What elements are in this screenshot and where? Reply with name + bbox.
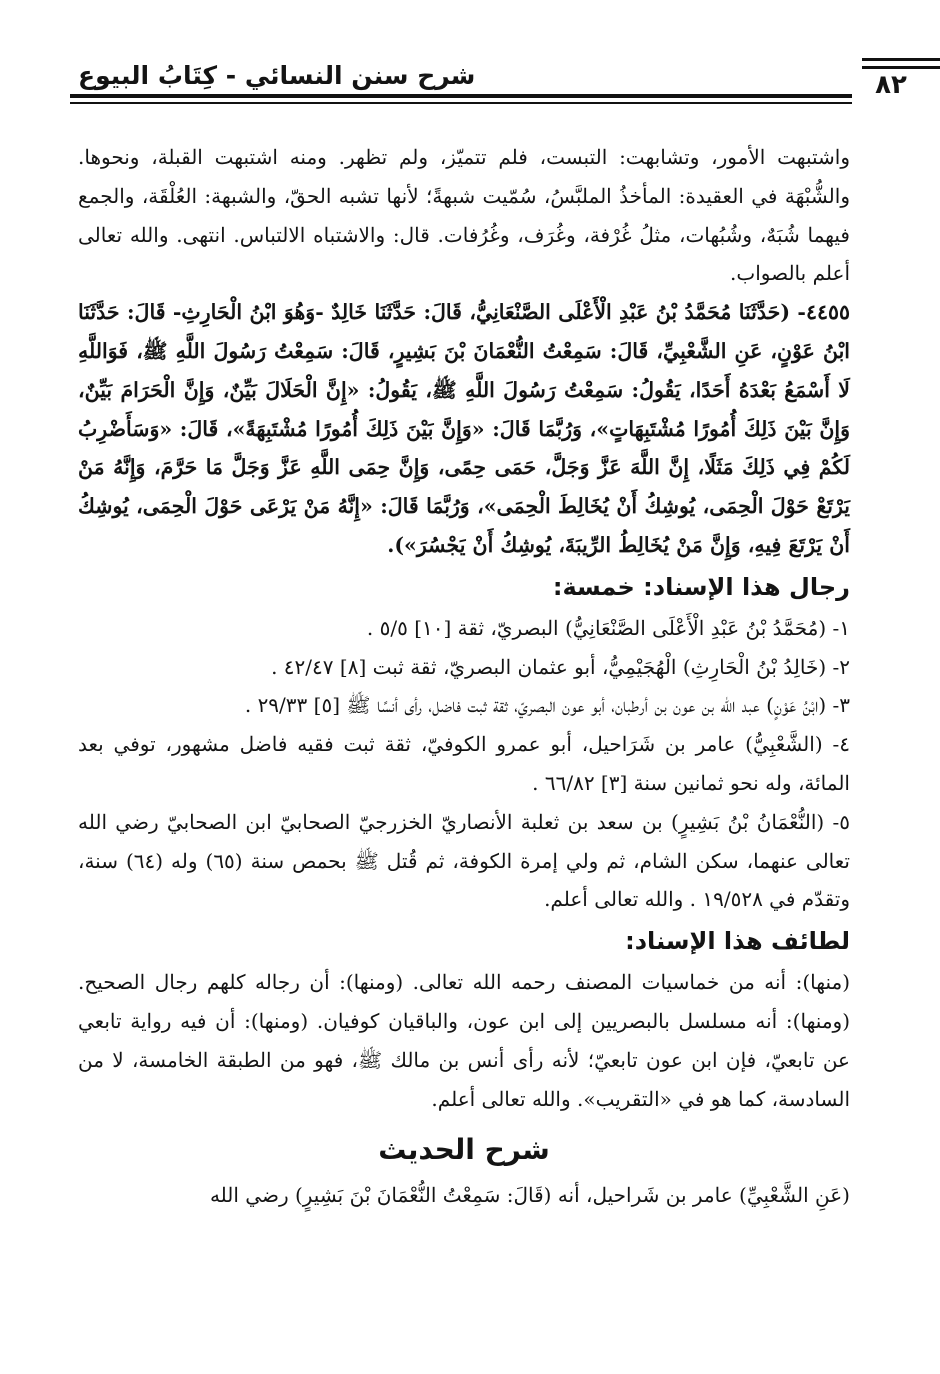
page-number-rule (862, 58, 940, 61)
narrator-item: ٢- (خَالِدُ بْنُ الْحَارِثِ) الْهُجَيْمِيُّ، أبو عثمان البصريّ، ثقة ثبت [٨] ٤٢/٤٧ . (271, 654, 850, 679)
hadith-text: ٤٤٥٥- (حَدَّثَنَا مُحَمَّدُ بْنُ عَبْدِ الْأَعْلَى الصَّنْعَانِيُّ، قَالَ: حَدَّثَنَا خَالِدٌ -وَهُوَ ابْنُ الْحَارِثِ- قَالَ: حَدَّثَنَا ابْنُ عَوْنٍ، عَنِ الشَّعْبِيِّ، قَالَ: سَمِعْتُ النُّعْمَانَ بْنَ بَشِيرٍ، قَالَ: سَمِعْتُ رَسُولَ اللَّهِ ﷺ، فَوَاللَّهِ لَا أَسْمَعُ بَعْدَهُ أَحَدًا، يَقُولُ: سَمِعْتُ رَسُولَ اللَّهِ ﷺ، يَقُولُ: «إِنَّ الْحَلَالَ بَيِّنٌ، وَإِنَّ الْحَرَامَ بَيِّنٌ، وَإِنَّ بَيْنَ ذَلِكَ أُمُورًا مُشْتَبِهَاتٍ»، وَرُبَّمَا قَالَ: «وَإِنَّ بَيْنَ ذَلِكَ أُمُورًا مُشْتَبِهَةً»، قَالَ: «وَسَأَضْرِبُ لَكُمْ فِي ذَلِكَ مَثَلًا، إِنَّ اللَّهَ عَزَّ وَجَلَّ، حَمَى حِمًى، وَإِنَّ حِمَى اللَّهِ عَزَّ وَجَلَّ مَا حَرَّمَ، وَإِنَّهُ مَنْ يَرْتَعْ حَوْلَ الْحِمَى، يُوشِكُ أَنْ يُخَالِطَ الْحِمَى»، وَرُبَّمَا قَالَ: «إِنَّهُ مَنْ يَرْعَى حَوْلَ الْحِمَى، يُوشِكُ أَنْ يَرْتَعَ فِيهِ، وَإِنَّ مَنْ يُخَالِطُ الرِّيبَةَ، يُوشِكُ أَنْ يَجْسُرَ»). (78, 300, 850, 557)
page-body (78, 138, 850, 1215)
narrators-list (78, 609, 850, 919)
subtleties-paragraph: (منها): أنه من خماسيات المصنف رحمه الله تعالى. (ومنها): أن رجاله كلهم رجال الصحيح. (ومنها): أنه مسلسل بالبصريين إلى ابن عون، والباقيان كوفيان. (ومنها): أن فيه رواية تابعي عن تابعيّ، فإن ابن عون تابعيّ؛ لأنه رأى أنس بن مالك ﷺ، فهو من الطبقة الخامسة، لا من السادسة، كما هو في «التقريب». والله تعالى أعلم. (78, 970, 850, 1111)
running-title: شرح سنن النسائي - كِتَابُ البيوع (78, 61, 476, 90)
header-rule (70, 94, 852, 98)
commentary-heading: شرح الحديث (378, 1133, 550, 1167)
narrator-item: ٤- (الشَّعْبِيُّ) عامر بن شَرَاحيل، أبو عمرو الكوفيّ، ثقة ثبت فقيه فاضل مشهور، توفي بعد المائة، وله نحو ثمانين سنة [٣] ٦٦/٨٢ . (78, 732, 850, 795)
narrators-heading: رجال هذا الإسناد: خمسة: (552, 572, 850, 601)
page-number: ٨٢ (875, 70, 907, 100)
header-rule-thin (70, 102, 852, 104)
intro-paragraph: واشتبهت الأمور، وتشابهت: التبست، فلم تتميّز، ولم تظهر. ومنه اشتبهت القبلة، ونحوها. والشُّبْهَة في العقيدة: المأخذُ الملبَّسُ، سُمّيت شبهةً؛ لأنها تشبه الحقّ، والشبهة: العُلْقَة، والجمع فيهما شُبَهٌ، وشُبُهات، مثلُ غُرْفة، وغُرَف، وغُرُفات. قال: والاشتباه الالتباس. انتهى. والله تعالى أعلم بالصواب. (78, 145, 850, 286)
commentary-paragraph: (عَنِ الشَّعْبِيِّ) عامر بن شَراحيل، أنه (قَالَ: سَمِعْتُ النُّعْمَانَ بْنَ بَشِيرٍ) رضي الله (209, 1183, 850, 1208)
narrator-item: ٥- (النُّعْمَانُ بْنُ بَشِيرٍ) بن سعد بن ثعلبة الأنصاريّ الخزرجيّ الصحابيّ ابن الصحابيّ رضي الله تعالى عنهما، سكن الشام، ثم ولي إمرة الكوفة، ثم قُتل ﷺ بحمص سنة (٦٥) وله (٦٤) سنة، وتقدّم في ١٩/٥٢٨ . والله تعالى أعلم. (78, 809, 850, 912)
subtleties-heading: لطائف هذا الإسناد: (625, 927, 850, 956)
narrator-item: ١- (مُحَمَّدُ بْنُ عَبْدِ الْأَعْلَى الصَّنْعَانِيُّ) البصريّ، ثقة [١٠] ٥/٥ . (366, 615, 850, 640)
page-number-rule-lower (862, 66, 940, 69)
narrator-item: ٣- (ابْنُ عَوْنٍ) عبد الله بن عون بن أرطبان، أبو عون البصريّ، ثقة ثبت فاضل، رأى أنسًا ﷺ [٥] ٢٩/٣٣ . (244, 693, 850, 718)
page-header (70, 58, 907, 110)
